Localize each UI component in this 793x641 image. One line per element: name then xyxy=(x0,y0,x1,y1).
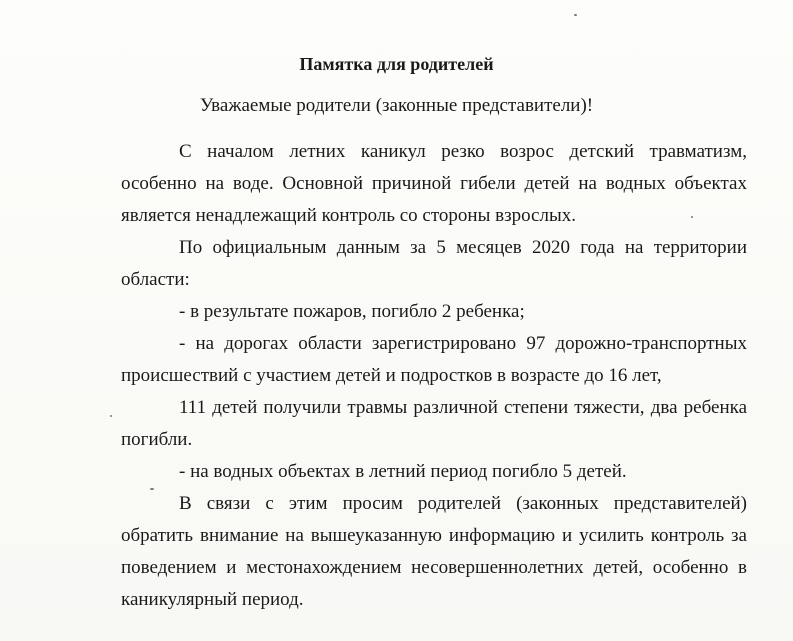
scan-speck xyxy=(150,488,154,490)
paragraph-intro: С началом летних каникул резко возрос детский травматизм, особенно на воде. Основной причиной гибели детей на водных объектах является ненадлежащий контроль со стороны взрослых. xyxy=(121,141,747,226)
scan-speck xyxy=(691,216,693,218)
paragraph-injuries: 111 детей получили травмы различной степени тяжести, два ребенка погибли. xyxy=(121,397,747,450)
greeting: Уважаемые родители (законные представители)! xyxy=(199,95,594,116)
paragraph-statistics-intro: По официальным данным за 5 месяцев 2020 года на территории области: xyxy=(121,237,747,290)
paragraph-fires: - в результате пожаров, погибло 2 ребенка; xyxy=(179,301,525,322)
paragraph-water: - на водных объектах в летний период погибло 5 детей. xyxy=(179,461,627,482)
paragraph-roads: - на дорогах области зарегистрировано 97 дорожно-транспортных происшествий с участием детей и подростков в возрасте до 16 лет, xyxy=(121,333,747,386)
scan-speck xyxy=(574,14,577,16)
document-body xyxy=(121,136,747,616)
paragraph-request: В связи с этим просим родителей (законных представителей) обратить внимание на вышеуказанную информацию и усилить контроль за поведением и местонахождением несовершеннолетних детей, особенно в каникулярный период. xyxy=(121,493,747,610)
document-title: Памятка для родителей xyxy=(299,54,494,74)
scan-speck xyxy=(110,415,112,417)
